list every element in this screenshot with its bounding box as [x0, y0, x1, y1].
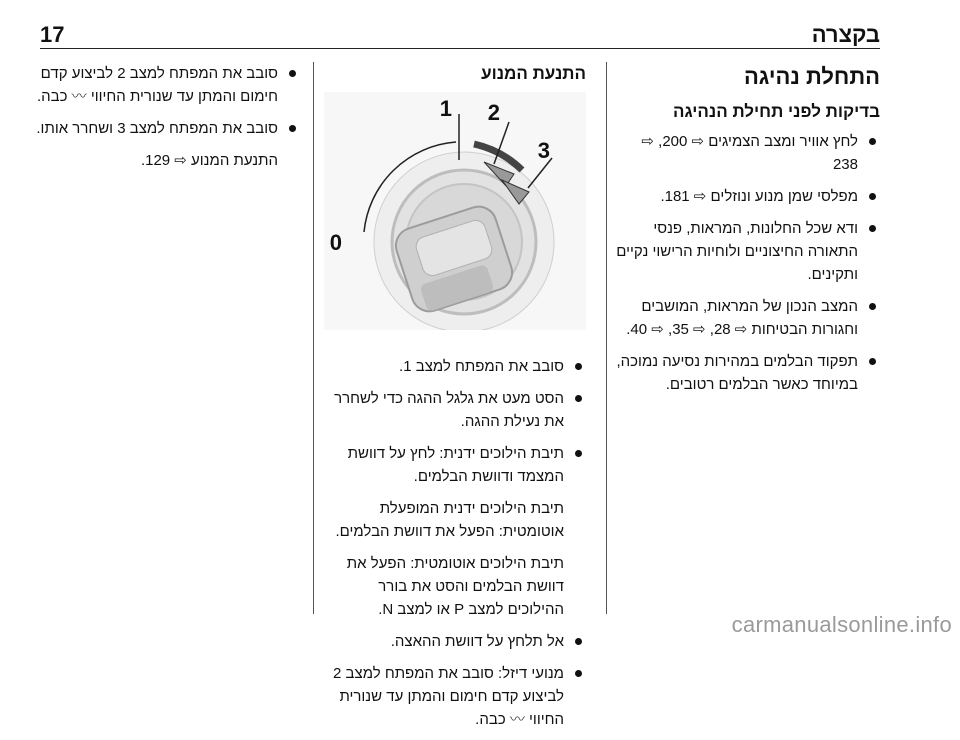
list-item: תפקוד הבלמים במהירות נסיעה נמוכה, במיוחד כאשר הבלמים רטובים. — [616, 350, 880, 396]
watermark-site: carmanualsonline.info — [731, 612, 952, 637]
column-divider — [606, 62, 607, 614]
page-header — [40, 22, 880, 49]
list-item: סובב את המפתח למצב 1. — [324, 355, 586, 378]
right-column — [616, 62, 880, 405]
list-item: המצב הנכון של המראות, המושבים וחגורות הבטיחות ⇨ 28, ⇨ 35, ⇨ 40. — [616, 295, 880, 341]
list-item: אל תלחץ על דוושת ההאצה. — [324, 630, 586, 653]
section-title: בקצרה — [811, 22, 880, 47]
list-item: סובב את המפתח למצב 3 ושחרר אותו. — [8, 117, 300, 140]
cross-reference: התנעת המנוע ⇨ 129. — [140, 152, 278, 169]
engine-start-steps-final — [8, 62, 300, 140]
column-divider — [313, 62, 314, 614]
engine-start-steps-continued — [324, 630, 586, 731]
list-item: תיבת הילוכים ידנית: לחץ על דוושת המצמד ודוושת הבלמים. — [324, 442, 586, 488]
paragraph: תיבת הילוכים ידנית המופעלת אוטומטית: הפעל את דוושת הבלמים. — [335, 500, 564, 540]
engine-start-steps — [324, 355, 586, 488]
checks-list — [616, 130, 880, 396]
list-item: סובב את המפתח למצב 2 לביצוע קדם חימום והמתן עד שנורית החיווי 〰 כבה. — [8, 62, 300, 108]
middle-column — [324, 62, 586, 740]
figure-label: 3 — [537, 138, 550, 163]
figure-label: 0 — [329, 230, 342, 255]
list-item: מפלסי שמן מנוע ונוזלים ⇨ 181. — [616, 185, 880, 208]
subheading-checks: בדיקות לפני תחילת הנהיגה — [673, 102, 880, 121]
paragraph: תיבת הילוכים אוטומטית: הפעל את דוושת הבלמים והסט את בורר ההילוכים למצב P או למצב N. — [346, 555, 564, 618]
list-item: מנועי דיזל: סובב את המפתח למצב 2 לביצוע קדם חימום והמתן עד שנורית החיווי 〰 כבה. — [324, 662, 586, 731]
ignition-key-figure — [324, 92, 586, 330]
heading-engine-start: התנעת המנוע — [481, 64, 586, 83]
figure-label: 1 — [439, 96, 452, 121]
page-number: 17 — [40, 22, 65, 47]
list-item: לחץ אוויר ומצב הצמיגים ⇨ 200, ⇨ 238 — [616, 130, 880, 176]
list-item: ודא שכל החלונות, המראות, פנסי התאורה החיצוניים ולוחיות הרישוי נקיים ותקינים. — [616, 217, 880, 286]
left-column — [8, 62, 300, 181]
list-item: הסט מעט את גלגל ההגה כדי לשחרר את נעילת ההגה. — [324, 387, 586, 433]
heading-start-driving: התחלת נהיגה — [743, 64, 880, 89]
figure-label: 2 — [487, 100, 500, 125]
